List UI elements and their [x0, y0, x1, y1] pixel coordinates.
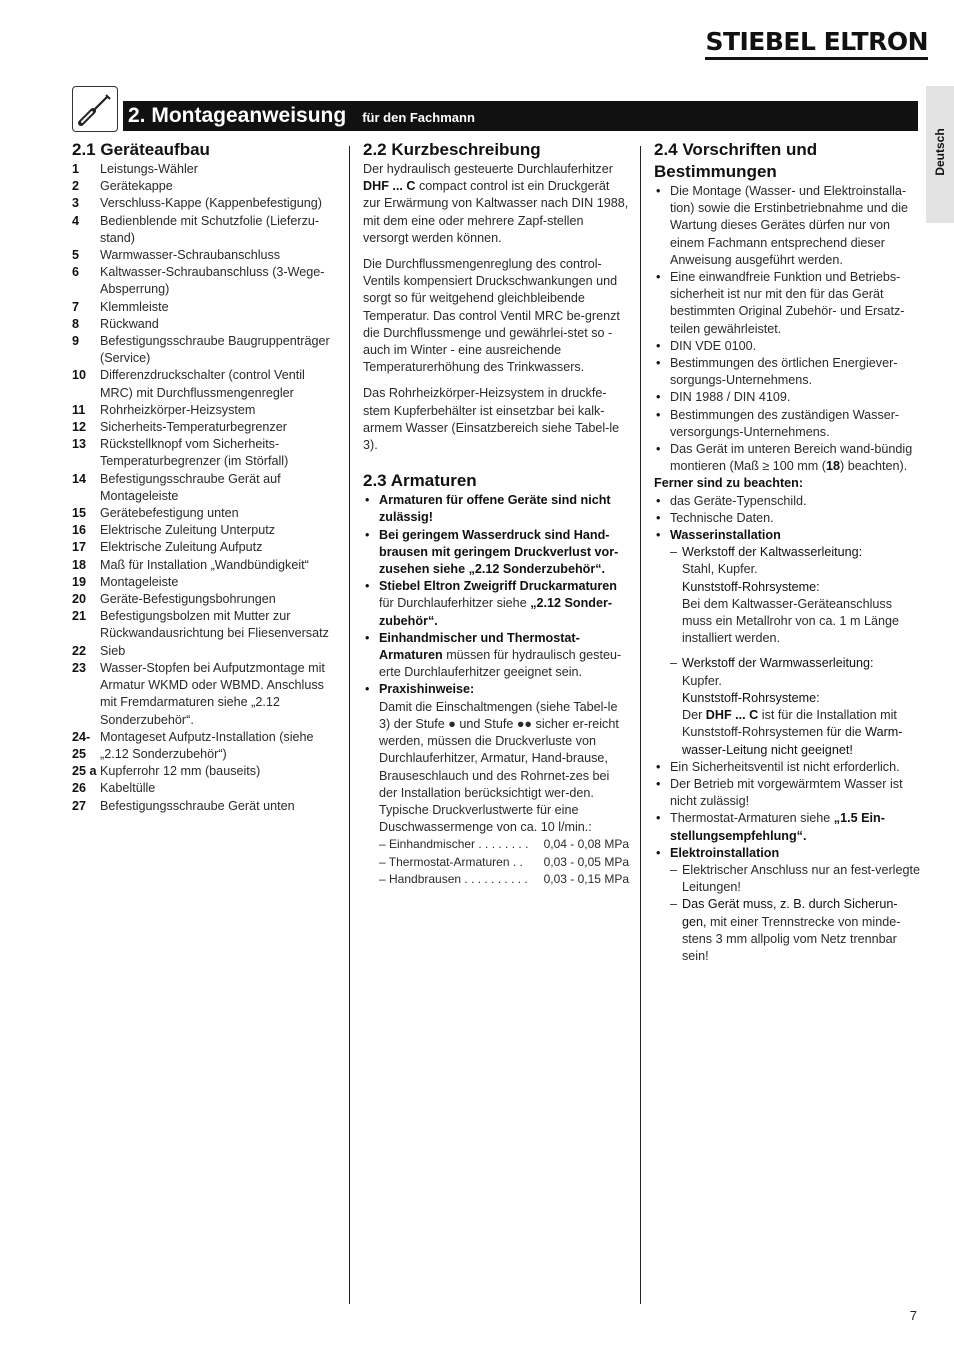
parts-list-item	[72, 419, 338, 436]
item-text: Befestigungsschraube Gerät auf Montageleiste	[100, 471, 281, 503]
list-item: • Bestimmungen des örtlichen Energiever-sorgungs-Unternehmens.	[654, 355, 920, 389]
text: „2.12 Sonder-zubehör“.	[379, 596, 613, 628]
item-text: Kupferrohr 12 mm (bauseits)	[100, 764, 261, 779]
pressure-value: 0,04 - 0,08 MPa	[543, 837, 629, 852]
parts-list-item	[72, 367, 338, 401]
text: Praxishinweise:	[379, 682, 475, 697]
item-number: 27	[72, 798, 87, 813]
text: mit einer Trennstrecke von minde-stens 3 mm allpolig vom Netz trennbar sein!	[682, 914, 901, 963]
item-text: Leistungs-Wähler	[100, 162, 198, 176]
item-text: Gerätebefestigung unten	[100, 506, 239, 521]
text: ) beachten).	[840, 459, 908, 474]
pressure-loss-list	[363, 836, 629, 888]
item-number: 4	[72, 213, 80, 228]
text: Einhandmischer und Thermostat-Armaturen	[379, 630, 580, 663]
item-text: Kabeltülle	[100, 781, 156, 796]
text: Thermostat-Armaturen siehe	[670, 811, 831, 826]
text: Kunststoff-Rohrsysteme:	[682, 690, 820, 705]
item-number: 18	[72, 557, 87, 572]
parts-list-item	[72, 574, 338, 591]
item-text: Elektrische Zuleitung Aufputz	[100, 540, 263, 555]
list-item	[654, 845, 920, 965]
parts-list-item	[72, 299, 338, 316]
item-number: 10	[72, 368, 87, 383]
text: Armaturen für offene Geräte sind nicht zulässig!	[379, 493, 611, 525]
item-number: 26	[72, 781, 87, 796]
text: Werkstoff der Warmwasserleitung:	[682, 656, 874, 671]
text: Elektroinstallation	[670, 845, 780, 860]
text	[682, 707, 920, 759]
item-number: 11	[72, 402, 86, 417]
item-text: Befestigungsschraube Baugruppenträger (Service)	[100, 334, 330, 366]
item-number: 21	[72, 609, 87, 624]
pressure-row	[363, 836, 629, 853]
paragraph: Das Rohrheizkörper-Heizsystem in druckfe-stem Kupferbehälter ist einsetzbar bei kalk-armem Wasser (Einsatzbereich siehe Tabel-le 3).	[363, 386, 620, 453]
pressure-row	[363, 854, 629, 871]
model-name: DHF ... C	[363, 179, 416, 194]
item-number: 16	[72, 523, 87, 538]
item-text: Montageset Aufputz-Installation (siehe „2.12 Sonderzubehör“)	[100, 729, 314, 761]
sub-item	[670, 896, 920, 965]
sub-item	[670, 655, 920, 758]
list-item	[654, 527, 920, 759]
text: Stahl, Kupfer.	[682, 562, 758, 577]
parts-list-item	[72, 608, 338, 642]
parts-list-item	[72, 195, 338, 212]
parts-list-item	[72, 213, 338, 247]
sub-item	[670, 544, 920, 647]
sub-item: – Elektrischer Anschluss nur an fest-verlegte Leitungen!	[670, 862, 920, 896]
list-item: • Ein Sicherheitsventil ist nicht erforderlich.	[654, 759, 920, 776]
parts-list-item	[72, 264, 338, 298]
parts-list-item	[72, 557, 338, 574]
text: Werkstoff der Kaltwasserleitung:	[682, 545, 863, 560]
item-text: Gerätekappe	[100, 179, 173, 194]
parts-list-item	[72, 539, 338, 556]
item-text: Wasser-Stopfen bei Aufputzmontage mit Armatur WKMD oder WBMD. Anschluss mit Fremdarmaturen siehe „2.12 Sonderzubehör“.	[100, 660, 325, 727]
item-text: Differenzdruckschalter (control Ventil MRC) mit Durchflussmengenregler	[100, 368, 305, 400]
text: Der	[682, 708, 703, 723]
item-text: Sicherheits-Temperaturbegrenzer	[100, 420, 287, 435]
column-divider	[640, 146, 641, 1304]
text: Kupfer.	[682, 673, 722, 688]
brand-logo: STIEBEL ELTRON	[705, 28, 928, 60]
item-number: 1	[72, 162, 80, 176]
parts-list-item	[72, 161, 338, 178]
item-number: 17	[72, 540, 87, 555]
item-text: Rückwand	[100, 316, 159, 331]
list-item	[654, 441, 920, 475]
section-subtitle: für den Fachmann	[362, 110, 475, 125]
parts-list-item	[72, 333, 338, 367]
text: Stiebel Eltron Zweigriff Druckarmaturen	[379, 579, 617, 594]
list-item	[363, 578, 629, 630]
item-text: Rückstellknopf vom Sicherheits-Temperaturbegrenzer (im Störfall)	[100, 437, 289, 469]
parts-list-item	[72, 247, 338, 264]
item-text: Montageleiste	[100, 574, 179, 589]
list-item: • DIN VDE 0100.	[654, 338, 920, 355]
item-number: 12	[72, 420, 87, 435]
paragraph: Die Durchflussmengenreglung des control-Ventils kompensiert Druckschwankungen und sorgt so für weitgehend gleichbleibende Temperatur. Das control Ventil MRC be-grenzt die Durchflussmenge und gewährlei-stet so - auch im Winter - eine ausreichende Temperaturerhöhung des Trinkwassers.	[363, 257, 620, 375]
text: Wasserinstallation	[670, 528, 781, 543]
item-number: 19	[72, 574, 87, 589]
text: Das Gerät muss, z. B. durch Sicherun-gen,	[682, 897, 898, 929]
list-item: • Die Montage (Wasser- und Elektroinstalla-tion) sowie die Erstinbetriebnahme und die Wartung dieses Gerätes dürfen nur von einem Fachmann entsprechend dieser Anweisung ausgeführt werden.	[654, 183, 920, 269]
text: ist für die Installation mit Kunststoff-Rohrsystemen für die	[682, 708, 897, 740]
heading-geraeteaufbau: 2.1 Geräteaufbau	[72, 140, 210, 159]
ferner-heading: Ferner sind zu beachten:	[654, 476, 804, 491]
parts-list-item	[72, 763, 338, 780]
section-title-text: 2. Montageanweisung	[128, 104, 347, 127]
item-number: 2	[72, 179, 80, 194]
text: müssen für hydraulisch gesteu-erte Durchlauferhitzer geeignet sein.	[379, 648, 622, 680]
screwdriver-icon	[72, 86, 118, 132]
item-number: 14	[72, 471, 87, 486]
column-geraeteaufbau	[72, 139, 338, 815]
text: „1.5 Ein-stellungsempfehlung“.	[670, 811, 885, 843]
pressure-value: 0,03 - 0,05 MPa	[543, 854, 629, 869]
text: Das Gerät im unteren Bereich wand-bündig montieren (Maß ≥ 100 mm (	[670, 442, 913, 474]
text: 18	[825, 459, 840, 474]
column-vorschriften	[654, 139, 920, 965]
language-tab	[926, 86, 954, 223]
item-text: Bedienblende mit Schutzfolie (Lieferzu-stand)	[100, 213, 320, 245]
item-number: 5	[72, 248, 80, 263]
text: compact control ist ein Druckgerät zur Erwärmung von Kaltwasser nach DIN 1988, mit dem eine oder mehrere Zapf-stellen versorgt werden können.	[363, 179, 629, 245]
item-text: Befestigungsschraube Gerät unten	[100, 798, 295, 813]
item-number: 8	[72, 316, 80, 331]
item-number: 13	[72, 437, 87, 452]
text: Der hydraulisch gesteuerte Durchlauferhitzer	[363, 162, 613, 176]
item-text: Warmwasser-Schraubanschluss	[100, 248, 281, 263]
list-item: • das Geräte-Typenschild.	[654, 493, 920, 510]
list-item	[363, 492, 629, 526]
parts-list	[72, 161, 338, 815]
item-text: Klemmleiste	[100, 299, 169, 314]
pressure-value: 0,03 - 0,15 MPa	[543, 871, 629, 886]
page-number: 7	[909, 1308, 917, 1323]
column-divider	[349, 146, 350, 1304]
column-kurzbeschreibung	[363, 139, 629, 888]
text: für Durchlauferhitzer siehe	[379, 596, 527, 611]
item-text: Verschluss-Kappe (Kappenbefestigung)	[100, 196, 322, 211]
list-item	[363, 681, 629, 836]
text: Typische Druckverlustwerte für eine Duschwassermenge von ca. 10 l/min.:	[379, 802, 592, 835]
pressure-label: – Handbrausen . . . . . . . . . .	[379, 871, 528, 886]
text: Bei dem Kaltwasser-Geräteanschluss muss ein Metallrohr von ca. 1 m Länge installiert werden.	[682, 596, 899, 646]
text: Bei geringem Wasserdruck sind Hand-brausen mit geringem Druckverlust vor-zusehen siehe „2.12 Sonderzubehör“.	[379, 527, 619, 577]
parts-list-item	[72, 591, 338, 608]
item-text: Befestigungsbolzen mit Mutter zur Rückwandausrichtung bei Fliesenversatz	[100, 609, 329, 641]
text: Warm-wasser-Leitung nicht geeignet!	[682, 725, 903, 757]
list-item	[363, 527, 629, 579]
item-number: 25 a	[72, 764, 97, 779]
item-number: 15	[72, 506, 87, 521]
parts-list-item	[72, 436, 338, 470]
parts-list-item	[72, 660, 338, 729]
text: Kunststoff-Rohrsysteme:	[682, 579, 820, 594]
ferner-list	[654, 493, 920, 965]
parts-list-item	[72, 178, 338, 195]
parts-list-item	[72, 729, 338, 763]
list-item: • Bestimmungen des zuständigen Wasser-versorgungs-Unternehmens.	[654, 407, 920, 441]
item-number: 20	[72, 592, 87, 607]
pressure-label: – Thermostat-Armaturen . .	[379, 854, 523, 869]
item-text: Kaltwasser-Schraubanschluss (3-Wege-Absperrung)	[100, 265, 325, 297]
heading-vorschriften: 2.4 Vorschriften und Bestimmungen	[654, 140, 818, 181]
parts-list-item	[72, 522, 338, 539]
item-text: Sieb	[100, 643, 126, 658]
item-number: 24-25	[72, 729, 91, 761]
list-item: • Technische Daten.	[654, 510, 920, 527]
paragraph	[363, 161, 629, 247]
parts-list-item	[72, 643, 338, 660]
item-text: Maß für Installation „Wandbündigkeit“	[100, 557, 309, 572]
parts-list-item	[72, 316, 338, 333]
item-number: 9	[72, 334, 80, 349]
list-item: • Eine einwandfreie Funktion und Betriebs-sicherheit ist nur mit den für das Gerät bestimmten Original Zubehör- und Ersatz-teilen gewährleistet.	[654, 269, 920, 338]
pressure-row	[363, 871, 629, 888]
parts-list-item	[72, 402, 338, 419]
text: Damit die Einschaltmengen (siehe Tabel-le 3) der Stufe ● und Stufe ●● sicher er-reicht werden, müssen die Druckverluste von Durchlauferhitzer, Armatur, Hand-brause, Brauseschlauch und des Rohrnet-zes bei der Installation berücksichtigt wer-den.	[379, 699, 619, 800]
parts-list-item	[72, 471, 338, 505]
heading-armaturen: 2.3 Armaturen	[363, 471, 477, 491]
list-item: • Der Betrieb mit vorgewärmtem Wasser ist nicht zulässig!	[654, 776, 920, 810]
section-header	[123, 101, 918, 131]
item-number: 22	[72, 643, 87, 658]
language-tab-label: Deutsch	[933, 128, 947, 176]
list-item: • DIN 1988 / DIN 4109.	[654, 389, 920, 406]
item-number: 3	[72, 196, 80, 211]
item-number: 7	[72, 299, 80, 314]
model-name: DHF ... C	[705, 708, 759, 723]
list-item	[363, 630, 629, 682]
item-number: 6	[72, 265, 80, 280]
parts-list-item	[72, 505, 338, 522]
item-text: Rohrheizkörper-Heizsystem	[100, 402, 256, 417]
item-number: 23	[72, 660, 87, 675]
item-text: Elektrische Zuleitung Unterputz	[100, 523, 275, 538]
item-text: Geräte-Befestigungsbohrungen	[100, 592, 276, 607]
rules-list	[654, 183, 920, 475]
parts-list-item	[72, 798, 338, 815]
pressure-label: – Einhandmischer . . . . . . . .	[379, 837, 529, 852]
list-item	[654, 810, 920, 844]
heading-kurzbeschreibung: 2.2 Kurzbeschreibung	[363, 140, 541, 159]
section-title	[128, 102, 475, 132]
armaturen-list	[363, 492, 629, 836]
parts-list-item	[72, 780, 338, 797]
